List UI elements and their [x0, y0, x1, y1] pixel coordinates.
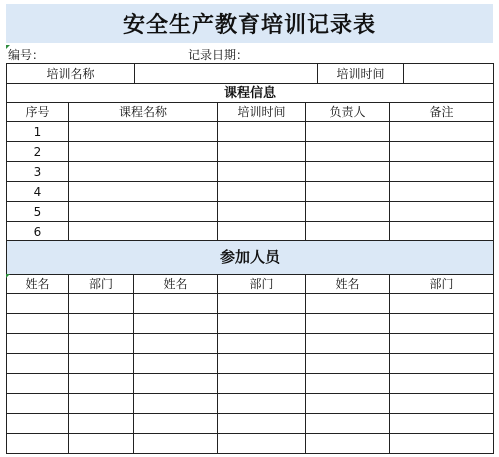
table-row: [7, 374, 494, 394]
table-row: [7, 142, 494, 162]
course-section-heading: 课程信息: [7, 84, 494, 103]
participant-col-header: 部门: [218, 275, 306, 294]
course-header-row: [7, 103, 494, 122]
course-time-cell[interactable]: [218, 142, 306, 162]
course-info-table: [6, 83, 494, 242]
name-cell[interactable]: [306, 294, 390, 314]
course-col-header: 序号: [7, 103, 69, 122]
table-row: [7, 222, 494, 242]
cell-marker: [6, 274, 10, 278]
document-title: 安全生产教育培训记录表: [6, 4, 493, 43]
dept-cell[interactable]: [390, 334, 494, 354]
dept-cell[interactable]: [218, 294, 306, 314]
name-cell[interactable]: [7, 434, 69, 454]
course-col-header: 负责人: [306, 103, 390, 122]
course-owner-cell[interactable]: [306, 142, 390, 162]
cell-marker: [6, 45, 10, 49]
course-owner-cell[interactable]: [306, 122, 390, 142]
table-row: [7, 394, 494, 414]
course-note-cell[interactable]: [390, 182, 494, 202]
record-date-label: 记录日期：: [188, 48, 249, 62]
name-cell[interactable]: [7, 394, 69, 414]
course-owner-cell[interactable]: [306, 162, 390, 182]
name-cell[interactable]: [7, 294, 69, 314]
course-time-cell[interactable]: [218, 202, 306, 222]
dept-cell[interactable]: [218, 334, 306, 354]
dept-cell[interactable]: [69, 414, 134, 434]
dept-cell[interactable]: [69, 314, 134, 334]
training-time-cell[interactable]: [404, 64, 494, 84]
participants-table: [6, 240, 494, 454]
row-number: 2: [7, 142, 69, 162]
name-cell[interactable]: [134, 294, 218, 314]
participant-col-header: 部门: [390, 275, 494, 294]
dept-cell[interactable]: [69, 434, 134, 454]
training-time-label: 培训时间: [318, 64, 404, 84]
row-number: 5: [7, 202, 69, 222]
meta-row: [6, 45, 493, 63]
course-time-cell[interactable]: [218, 222, 306, 242]
name-cell[interactable]: [134, 354, 218, 374]
table-row: [7, 162, 494, 182]
name-cell[interactable]: [7, 314, 69, 334]
participant-col-header: 姓名: [134, 275, 218, 294]
name-cell[interactable]: [306, 354, 390, 374]
name-cell[interactable]: [306, 414, 390, 434]
row-number: 1: [7, 122, 69, 142]
row-number: 3: [7, 162, 69, 182]
course-name-cell[interactable]: [69, 222, 218, 242]
table-row: [7, 202, 494, 222]
name-cell[interactable]: [7, 374, 69, 394]
dept-cell[interactable]: [218, 354, 306, 374]
dept-cell[interactable]: [390, 414, 494, 434]
course-owner-cell[interactable]: [306, 222, 390, 242]
course-time-cell[interactable]: [218, 182, 306, 202]
course-note-cell[interactable]: [390, 222, 494, 242]
training-name-label: 培训名称: [7, 64, 135, 84]
course-time-cell[interactable]: [218, 162, 306, 182]
name-cell[interactable]: [306, 394, 390, 414]
table-row: [7, 434, 494, 454]
dept-cell[interactable]: [390, 294, 494, 314]
table-row: [7, 182, 494, 202]
course-col-header: 备注: [390, 103, 494, 122]
table-row: [7, 314, 494, 334]
course-note-cell[interactable]: [390, 142, 494, 162]
table-row: [7, 294, 494, 314]
dept-cell[interactable]: [218, 314, 306, 334]
dept-cell[interactable]: [69, 294, 134, 314]
course-col-header: 培训时间: [218, 103, 306, 122]
course-owner-cell[interactable]: [306, 182, 390, 202]
dept-cell[interactable]: [390, 314, 494, 334]
name-cell[interactable]: [134, 394, 218, 414]
course-note-cell[interactable]: [390, 202, 494, 222]
course-name-cell[interactable]: [69, 142, 218, 162]
course-col-header: 课程名称: [69, 103, 218, 122]
course-name-cell[interactable]: [69, 202, 218, 222]
training-header-table: [6, 63, 494, 84]
dept-cell[interactable]: [218, 414, 306, 434]
course-time-cell[interactable]: [218, 122, 306, 142]
course-name-cell[interactable]: [69, 162, 218, 182]
course-note-cell[interactable]: [390, 162, 494, 182]
table-row: [7, 122, 494, 142]
name-cell[interactable]: [306, 434, 390, 454]
course-owner-cell[interactable]: [306, 202, 390, 222]
dept-cell[interactable]: [218, 394, 306, 414]
participant-col-header: 部门: [69, 275, 134, 294]
name-cell[interactable]: [306, 334, 390, 354]
table-row: [7, 414, 494, 434]
name-cell[interactable]: [134, 374, 218, 394]
dept-cell[interactable]: [390, 394, 494, 414]
course-name-cell[interactable]: [69, 182, 218, 202]
dept-cell[interactable]: [390, 374, 494, 394]
name-cell[interactable]: [7, 354, 69, 374]
dept-cell[interactable]: [390, 354, 494, 374]
dept-cell[interactable]: [390, 434, 494, 454]
participants-section-heading: 参加人员: [7, 241, 494, 275]
participant-col-header: 姓名: [7, 275, 69, 294]
dept-cell[interactable]: [69, 374, 134, 394]
number-label: 编号：: [8, 48, 45, 62]
dept-cell[interactable]: [218, 434, 306, 454]
participants-header-row: [7, 275, 494, 294]
table-row: [7, 354, 494, 374]
participant-col-header: 姓名: [306, 275, 390, 294]
name-cell[interactable]: [7, 414, 69, 434]
row-number: 6: [7, 222, 69, 242]
course-note-cell[interactable]: [390, 122, 494, 142]
table-row: [7, 334, 494, 354]
name-cell[interactable]: [134, 414, 218, 434]
course-name-cell[interactable]: [69, 122, 218, 142]
name-cell[interactable]: [306, 314, 390, 334]
dept-cell[interactable]: [69, 334, 134, 354]
name-cell[interactable]: [134, 314, 218, 334]
row-number: 4: [7, 182, 69, 202]
dept-cell[interactable]: [69, 354, 134, 374]
name-cell[interactable]: [306, 374, 390, 394]
training-name-cell[interactable]: [135, 64, 318, 84]
name-cell[interactable]: [134, 334, 218, 354]
name-cell[interactable]: [134, 434, 218, 454]
dept-cell[interactable]: [69, 394, 134, 414]
name-cell[interactable]: [7, 334, 69, 354]
dept-cell[interactable]: [218, 374, 306, 394]
